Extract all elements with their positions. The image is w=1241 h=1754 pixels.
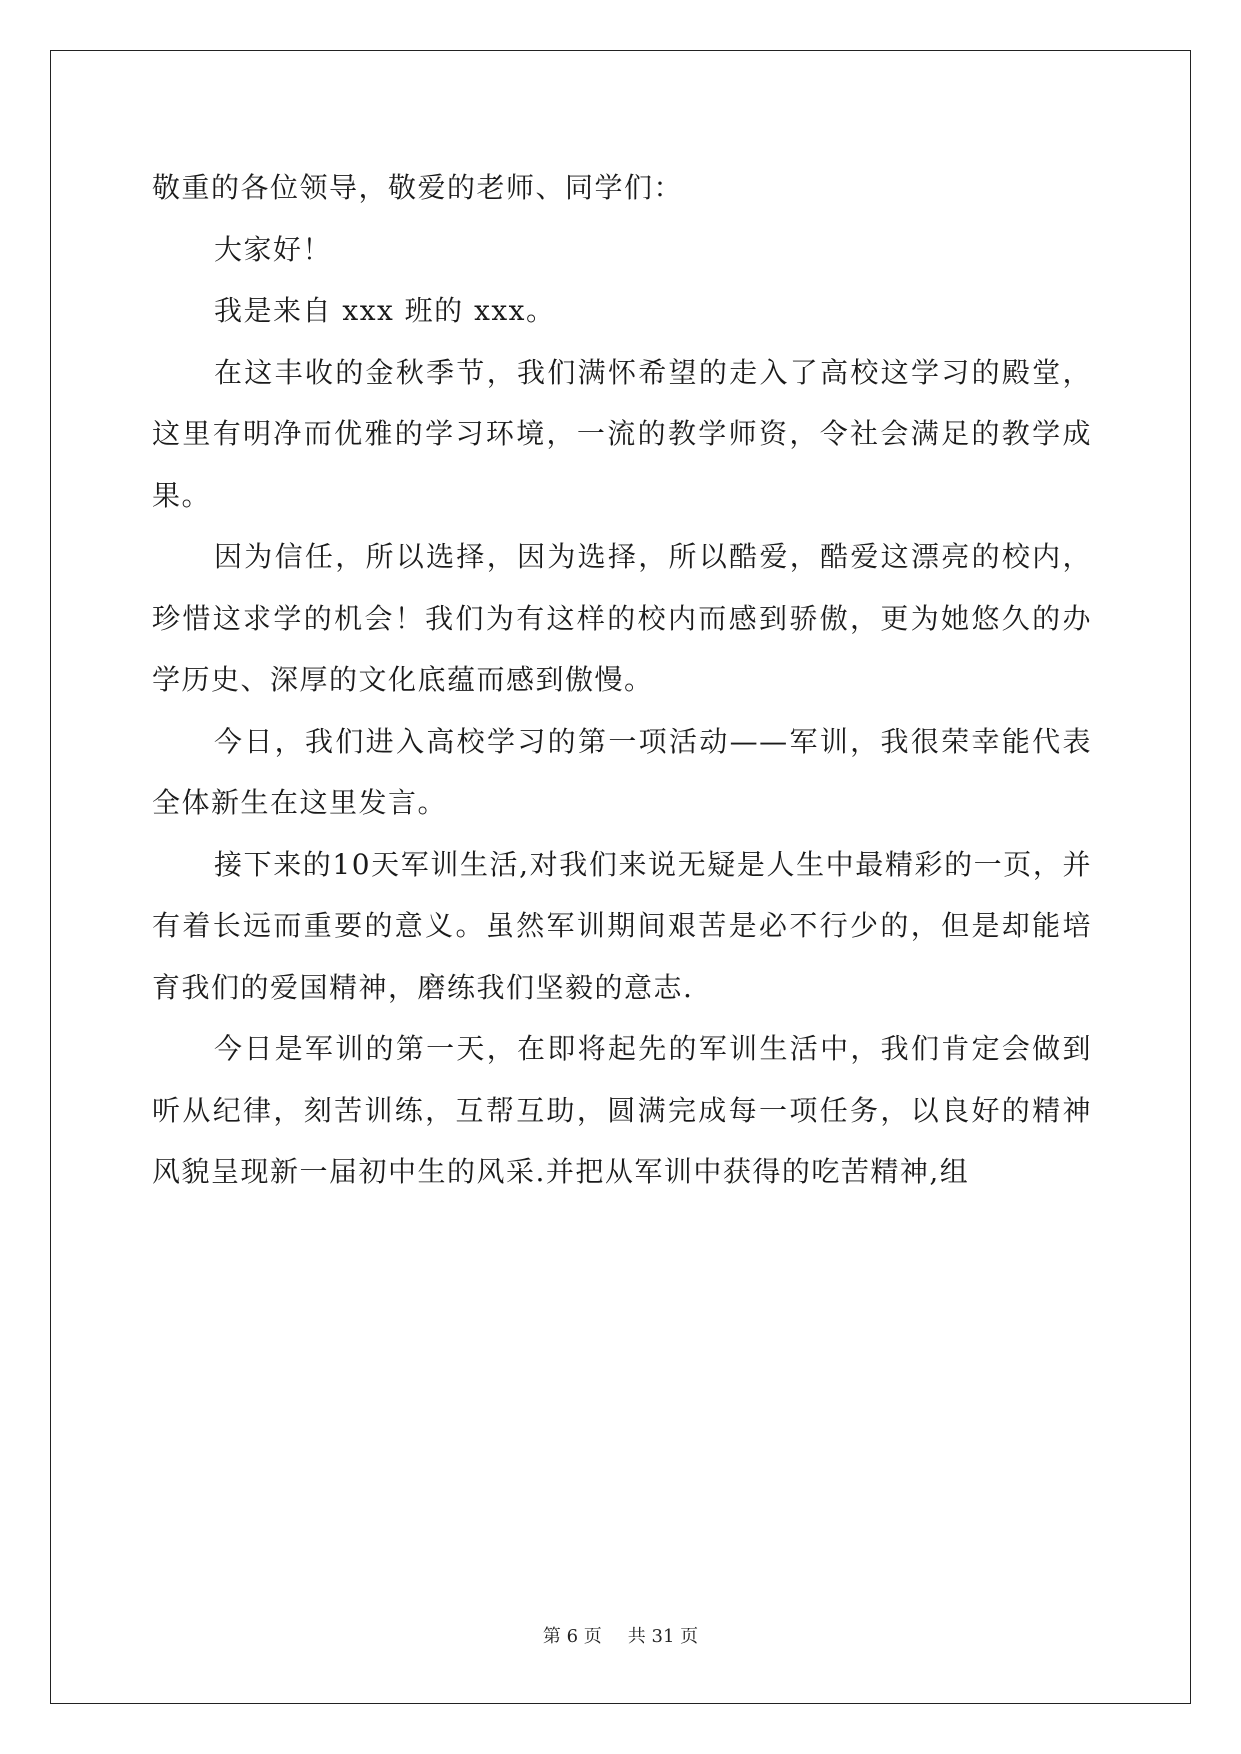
paragraph: 因为信任，所以选择，因为选择，所以酷爱，酷爱这漂亮的校内，珍惜这求学的机会！我们为有这样的校内而感到骄傲，更为她悠久的办学历史、深厚的文化底蕴而感到傲慢。 [152, 540, 1092, 696]
current-page-label: 第 6 页 [542, 1626, 602, 1647]
page-footer [0, 1622, 1241, 1648]
document-body [152, 157, 1092, 1203]
paragraph: 我是来自 xxx 班的 xxx。 [214, 294, 556, 327]
salutation: 敬重的各位领导，敬爱的老师、同学们： [152, 171, 684, 204]
paragraph: 大家好！ [214, 232, 333, 266]
total-pages-label: 共 31 页 [627, 1626, 699, 1647]
paragraph: 在这丰收的金秋季节，我们满怀希望的走入了高校这学习的殿堂，这里有明净而优雅的学习环境，一流的教学师资，令社会满足的教学成果。 [152, 355, 1092, 512]
paragraph: 今日，我们进入高校学习的第一项活动——军训，我很荣幸能代表全体新生在这里发言。 [152, 724, 1092, 819]
paragraph: 今日是军训的第一天，在即将起先的军训生活中，我们肯定会做到听从纪律，刻苦训练，互帮互助，圆满完成每一项任务，以良好的精神风貌呈现新一届初中生的风采.并把从军训中获得的吃苦精神,组 [152, 1032, 1092, 1188]
paragraph: 接下来的10天军训生活,对我们来说无疑是人生中最精彩的一页，并有着长远而重要的意义。虽然军训期间艰苦是必不行少的，但是却能培育我们的爱国精神，磨练我们坚毅的意志. [152, 847, 1092, 1004]
